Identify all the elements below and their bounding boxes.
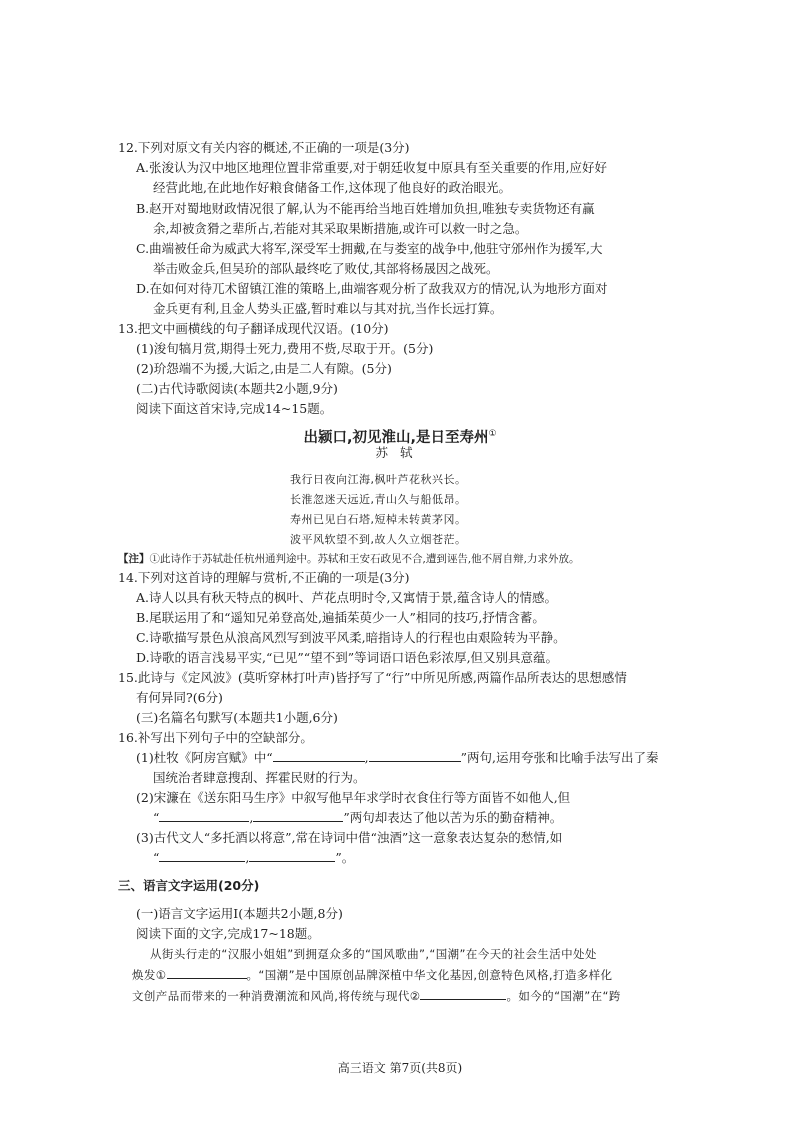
q12-option-a-line1: A.张浚认为汉中地区地理位置非常重要,对于朝廷收复中原具有至关重要的作用,应好好: [136, 160, 607, 175]
q12-stem: 12.下列对原文有关内容的概述,不正确的一项是(3分): [118, 140, 410, 155]
poem-title-text: 出颍口,初见淮山,是日至寿州: [303, 429, 489, 446]
essay-3-suffix: 。如今的“国潮”在“跨: [506, 989, 621, 1003]
q16-3-open-quote: “: [153, 850, 160, 865]
q12-option-c-line1: C.曲端被任命为威武大将军,深受军士拥戴,在与娄室的战争中,他驻守邠州作为援军,大: [136, 241, 603, 256]
q12-option-d-line1: D.在如何对待兀术留镇江淮的策略上,曲端客观分析了敌我双方的情况,认为地形方面对: [136, 281, 608, 296]
q16-2-blank-a[interactable]: [159, 809, 249, 822]
poem-line-4: 波平风软望不到,故人久立烟苍茫。: [290, 533, 467, 546]
q16-2-open-quote: “: [153, 810, 160, 825]
q12-option-a-line2: 经营此地,在此地作好粮食储备工作,这体现了他良好的政治眼光。: [153, 180, 511, 195]
q12-option-b-line2: 余,却被贪猾之辈所占,若能对其采取果断措施,或许可以救一时之急。: [153, 221, 528, 236]
essay-blank-2[interactable]: [420, 987, 506, 1000]
poem-line-1: 我行日夜向江海,枫叶芦花秋兴长。: [290, 473, 467, 486]
essay-2-suffix: 。“国潮”是中国原创品牌深植中华文化基因,创意特色风格,打造多样化: [246, 968, 613, 982]
q12-option-c-line2: 举击败金兵,但吴玠的部队最终吃了败仗,其部将杨晟因之战死。: [153, 261, 499, 276]
q16-1-suffix: ”两句,运用夸张和比喻手法写出了秦: [460, 750, 659, 765]
q13-sentence-2: (2)玠怨端不为援,大诟之,由是二人有隙。(5分): [136, 361, 392, 376]
q16-item-3-cont: [153, 849, 354, 867]
poem-line-2: 长淮忽迷天远近,青山久与船低昂。: [290, 493, 467, 506]
q14-option-a: A.诗人以具有秋天特点的枫叶、芦花点明时令,又寓情于景,蕴含诗人的情感。: [136, 590, 557, 605]
q16-3-blank-b[interactable]: [249, 849, 335, 862]
text-read-instruction: 阅读下面的文字,完成17~18题。: [136, 926, 320, 941]
essay-3-prefix: 文创产品而带来的一种消费潮流和风尚,将传统与现代②: [132, 989, 421, 1003]
note-label: 【注】: [118, 553, 150, 565]
q16-2-suffix: ”两句却表达了他以苦为乐的勤奋精神。: [343, 810, 563, 825]
essay-blank-1[interactable]: [167, 966, 247, 979]
section-3-heading: 三、语言文字运用(20分): [118, 878, 260, 893]
essay-line-1: 从街头行走的“汉服小姐姐”到拥趸众多的“国风歌曲”,“国潮”在今天的社会生活中处处: [150, 947, 597, 961]
poem-line-3: 寿州已见白石塔,短棹未转黄茅冈。: [290, 513, 467, 526]
poem-annotation: [118, 550, 580, 568]
q16-stem: 16.补写出下列句子中的空缺部分。: [118, 730, 313, 745]
q13-stem: 13.把文中画横线的句子翻译成现代汉语。(10分): [118, 321, 389, 336]
page-footer: 高三语文 第7页(共8页): [337, 1061, 463, 1075]
essay-line-3: [132, 987, 621, 1005]
q16-3-suffix: ”。: [335, 850, 355, 865]
q16-3-sep: ,: [245, 850, 250, 865]
q13-sentence-1: (1)浚旬犒月赏,期得士死力,费用不赀,尽取于开。(5分): [136, 341, 434, 356]
q12-option-d-line2: 金兵更有利,且金人势头正盛,暂时难以与其对抗,当作长远打算。: [153, 301, 503, 316]
q16-1-blank-a[interactable]: [273, 749, 365, 762]
q16-item-1: [136, 749, 658, 767]
section-poetry-heading: (二)古代诗歌阅读(本题共2小题,9分): [136, 381, 338, 396]
poem-read-instruction: 阅读下面这首宋诗,完成14~15题。: [136, 401, 333, 416]
q16-2-sep: ,: [249, 810, 254, 825]
q16-item-2-cont: [153, 809, 562, 827]
q16-item-3: (3)古代文人“多托酒以将意”,常在诗词中借“浊酒”这一意象表达复杂的愁情,如: [136, 830, 563, 845]
q16-1-prefix: (1)杜牧《阿房宫赋》中“: [136, 750, 273, 765]
q16-2-blank-b[interactable]: [253, 809, 343, 822]
q16-item-1-cont: 国统治者肆意搜刮、挥霍民财的行为。: [153, 770, 366, 785]
essay-line-2: [132, 966, 612, 984]
q14-option-b: B.尾联运用了和“遥知兄弟登高处,遍插茱萸少一人”相同的技巧,抒情含蓄。: [136, 610, 545, 625]
q16-1-blank-b[interactable]: [369, 749, 461, 762]
q16-1-sep: ,: [364, 750, 369, 765]
essay-2-prefix: 焕发①: [132, 968, 167, 982]
q12-option-b-line1: B.赵开对蜀地财政情况很了解,认为不能再给当地百姓增加负担,唯独专卖货物还有赢: [136, 201, 595, 216]
q14-option-c: C.诗歌描写景色从浪高风烈写到波平风柔,暗指诗人的行程也由艰险转为平静。: [136, 630, 566, 645]
q16-item-2: (2)宋濂在《送东阳马生序》中叙写他早年求学时衣食住行等方面皆不如他人,但: [136, 790, 571, 805]
q15-line1: 15.此诗与《定风波》(莫听穿林打叶声)皆抒写了“行”中所见所感,两篇作品所表达的思想感情: [118, 670, 627, 685]
note-text: ①此诗作于苏轼赴任杭州通判途中。苏轼和王安石政见不合,遭到诬告,他不屑自辩,力求外放。: [149, 553, 580, 565]
poem-author: 苏轼: [375, 445, 425, 460]
q16-3-blank-a[interactable]: [159, 849, 245, 862]
poem-title-note-mark: ①: [488, 429, 497, 439]
section-dictation-heading: (三)名篇名句默写(本题共1小题,6分): [136, 710, 338, 725]
q14-option-d: D.诗歌的语言浅易平实,“已见”“望不到”等词语口语色彩浓厚,但又别具意蕴。: [136, 650, 559, 665]
section-3-1-heading: (一)语言文字运用Ⅰ(本题共2小题,8分): [136, 906, 343, 921]
q14-stem: 14.下列对这首诗的理解与赏析,不正确的一项是(3分): [118, 570, 410, 585]
q15-line2: 有何异同?(6分): [136, 690, 223, 705]
